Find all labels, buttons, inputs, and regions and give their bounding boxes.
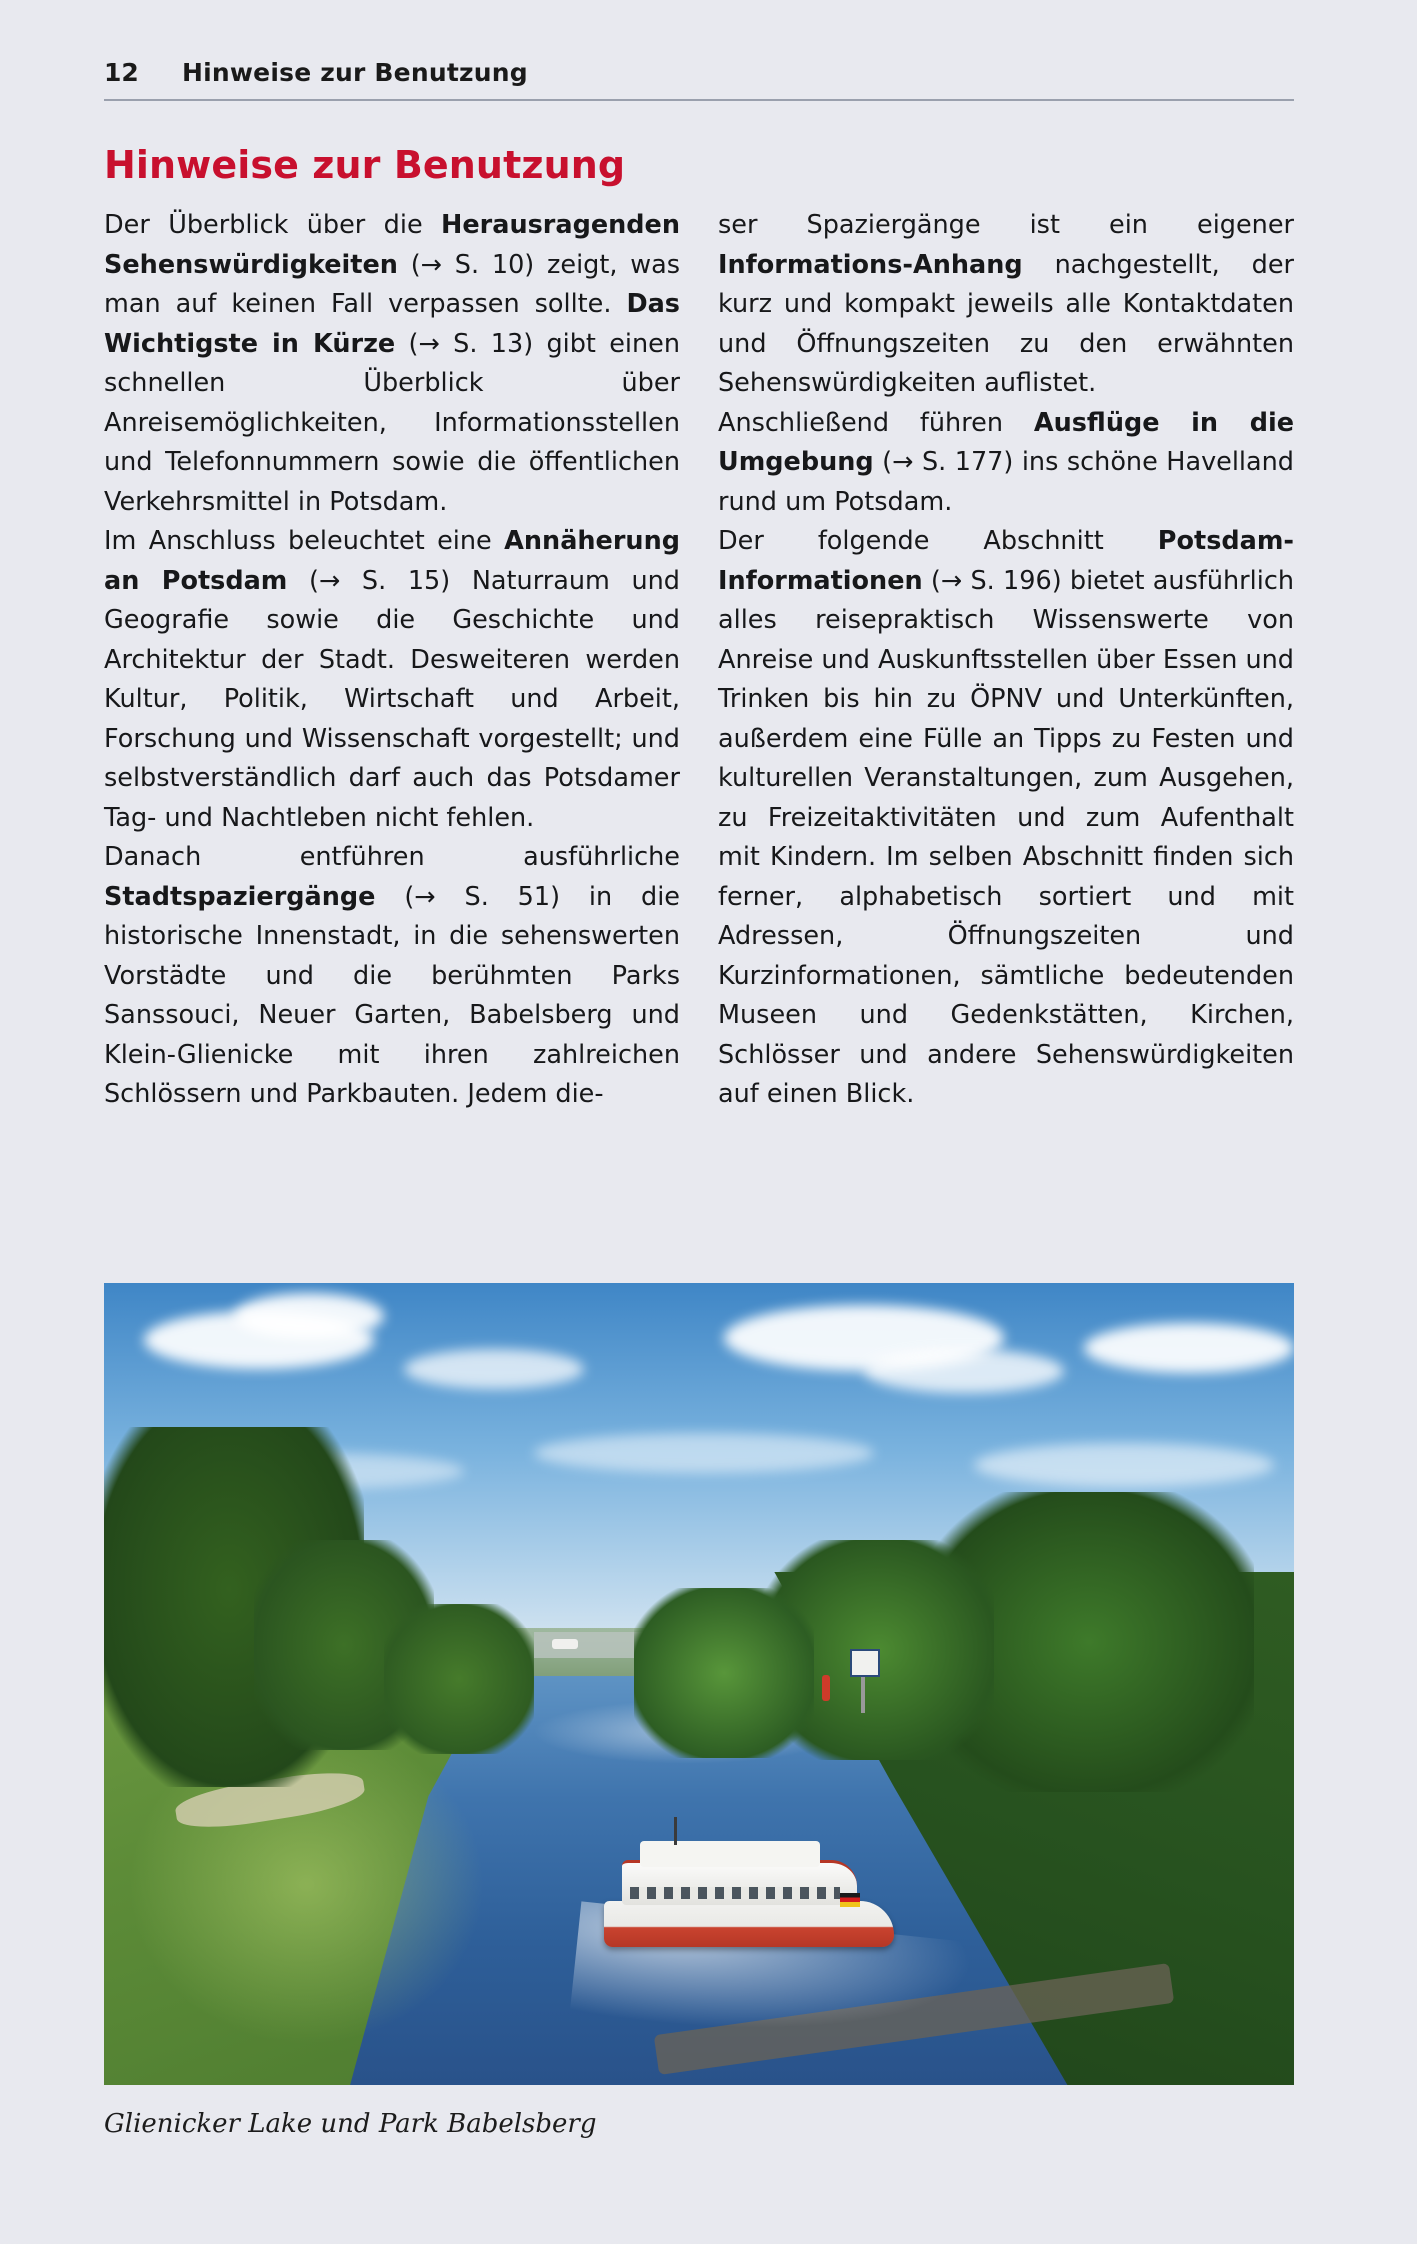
emphasis-text: Informations-Anhang [718,249,1023,280]
emphasis-text: Das Wichtigste in Kürze [104,289,680,359]
body-text: Danach entführen ausführliche [104,842,680,872]
column-left [104,206,680,1115]
body-text: Anschließend führen [718,407,1034,438]
body-text: (→ S. 15) Naturraum und Geografie sowie die Geschichte und Architektur der Stadt. Desweiteren werden Kultur, Politik, Wirtschaft und Arbeit, Forschung und Wissenschaft vorgestellt; und selbstverständlich darf auch das Potsdamer Tag- und Nachtleben nicht fehlen. [104,565,680,833]
paragraph [104,206,680,522]
body-text: Der Überblick über die [104,210,442,240]
excursion-boat [604,1815,894,1965]
body-text: (→ S. 10) zeigt, was man auf keinen Fall verpassen sollte. [104,249,680,319]
body-text: nachgestellt, der kurz und kompakt jeweils alle Kontaktdaten und Öffnungszeiten zu den erwähnten Sehenswürdigkeiten auflistet. [718,249,1294,398]
body-columns [104,206,1294,1115]
boat-windows [630,1887,840,1899]
paragraph [718,206,1294,404]
body-text: (→ S. 13) gibt einen schnellen Überblick über Anreisemöglichkeiten, Informationsstellen und Telefonnummern sowie die öffentlichen Verkehrsmittel in Potsdam. [104,328,680,517]
boat-hull [604,1901,894,1947]
tree [384,1604,534,1754]
page-number: 12 [104,58,139,87]
body-text: (→ S. 51) in die historische Innenstadt, in die sehenswerten Vorstädte und die berühmten Parks Sanssouci, Neuer Garten, Babelsberg und Klein-Glienicke mit ihren zahlreichen Schlössern und Parkbauten. Jedem die- [104,881,680,1109]
emphasis-text: Potsdam-Informationen [718,526,1294,596]
tree [634,1588,814,1758]
cloud [534,1433,874,1473]
paragraph [718,522,1294,1115]
waterway-sign [850,1649,880,1677]
channel-buoy [822,1675,830,1701]
german-flag-icon [840,1893,860,1907]
emphasis-text: Stadtspaziergänge [104,881,376,912]
cloud [1084,1323,1294,1373]
body-text: ser Spaziergänge ist ein eigener [718,210,1294,240]
sign-post-stem [861,1673,865,1713]
boat-mast [674,1817,677,1845]
body-text: (→ S. 196) bietet ausführlich alles reisepraktisch Wissenswerte von Anreise und Auskunftsstellen über Essen und Trinken bis hin zu ÖPNV und Unterkünften, außerdem eine Fülle an Tipps zu Festen und kulturellen Veranstaltungen, zum Ausgehen, zu Freizeitaktivitäten und zum Aufenthalt mit Kindern. Im selben Abschnitt finden sich ferner, alphabetisch sortiert und mit Adressen, Öffnungszeiten und Kurzinformationen, sämtliche bedeutenden Museen und Gedenkstätten, Kirchen, Schlösser und andere Sehenswürdigkeiten auf einen Blick. [718,565,1294,1109]
cloud [974,1443,1274,1487]
column-right [718,206,1294,1115]
figure-caption: Glienicker Lake und Park Babelsberg [104,2109,597,2139]
photo-glienicker-lake [104,1283,1294,2085]
paragraph [104,522,680,838]
cloud [234,1293,384,1339]
body-text: (→ S. 177) ins schöne Havelland rund um Potsdam. [718,447,1294,517]
distant-boat [552,1639,578,1649]
paragraph [104,838,680,1115]
emphasis-text: Herausragenden Sehenswürdigkeiten [104,210,680,280]
page-title: Hinweise zur Benutzung [104,143,626,188]
body-text: Im Anschluss beleuchtet eine [104,526,505,556]
emphasis-text: Annäherung an Potsdam [104,526,680,596]
cloud [404,1349,584,1389]
body-text: Der folgende Abschnitt [718,526,1158,556]
cloud [864,1349,1064,1393]
boat-cabin [640,1841,820,1867]
emphasis-text: Ausflüge in die Umgebung [718,407,1294,477]
page-header [104,58,1294,101]
running-head: Hinweise zur Benutzung [182,58,528,87]
figure [104,1283,1294,2139]
paragraph [718,404,1294,523]
